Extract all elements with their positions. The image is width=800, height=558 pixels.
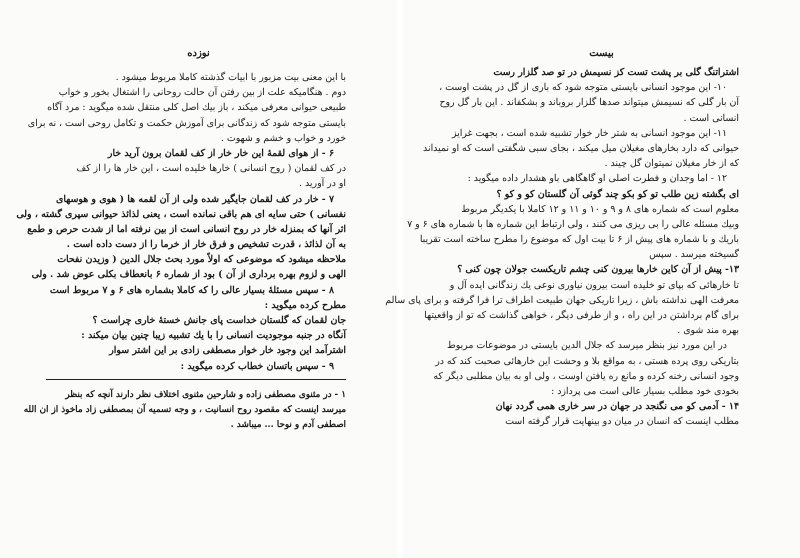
text-line: وبیك مسئله عالی را بی ریزی می کنند ، ولی ارتباط این شماره ها با شماره های ۶ و ۷ bbox=[407, 218, 739, 230]
text-line: برای گام برداشتن در این راه ، و از طرفی دیگر ، خواهی گذاشت که تو از واقعیتها bbox=[424, 310, 739, 321]
right-page bbox=[385, 0, 800, 558]
text-line: بایستی متوجه شود که زندگانی برای آموزش حکمت و تکامل روحی است ، نه برای bbox=[27, 117, 346, 129]
text-line: مطرح کرده میگوید : bbox=[264, 299, 346, 311]
text-line: گسیخته میرسد . سپس bbox=[649, 249, 739, 261]
footnotes bbox=[23, 388, 346, 434]
text-line: بتاریکی روی پرده هستی ، به مواقع بلا و وحشت این خارهائی صحبت کند که در bbox=[435, 355, 739, 367]
text-line: او در آورید . bbox=[299, 178, 346, 190]
footnote-divider bbox=[46, 379, 346, 380]
text-line: ۸ - سپس مسئلهٔ بسیار عالی را که کاملا بشماره های ۶ و ۷ مربوط است bbox=[49, 284, 334, 296]
text-line: ۷ - خار در کف لقمان جایگیر شده ولی از آن لقمه ها ( هوی و هوسهای bbox=[55, 193, 334, 205]
text-line: ۱۲ - اما وجدان و فطرت اصلی او گاهگاهی باو هشدار داده میگوید : bbox=[467, 173, 727, 185]
text-line: خورد و خواب و خشم و شهوت . bbox=[220, 132, 346, 144]
text-line: دوم . هنگامیکه علت از بین رفتن آن حالت روحانی را اشتغال بخور و خواب bbox=[58, 87, 346, 99]
text-line: بخودی خود مطلب بسیار عالی است می پردازد : bbox=[551, 385, 739, 397]
text-line: انسانی است . bbox=[683, 112, 739, 124]
text-line: وجود انسانی رخنه کرده و مانع ره یافتن اوست ، ولی او به بیان مطلبی دیگر که bbox=[433, 370, 739, 382]
text-line: تا خارهائی که بپای تو خلیده است بیرون نیاوری نوعی یك زندگانی ایده آل و bbox=[449, 279, 739, 291]
text-line: به آن لذائذ ، قدرت تشخیص و فرق خار از خرما را از دست داده است . bbox=[66, 239, 346, 251]
footnote-line: ۱ - در مثنوی مصطفی زاده و شارحین مثنوی اختلاف نظر دارند آنچه که بنظر bbox=[65, 389, 346, 400]
text-line: ۱۱- این موجود انسانی به شتر خار خوار تشبیه شده است ، بجهت غرایز bbox=[452, 127, 727, 139]
text-line: اثر آنها که بمنزله خار در روح انسانی است از بین نرفته اما از شدت حرص و طمع bbox=[27, 223, 346, 235]
verse-line: ۱۳- پیش از آن کاین خارها بیرون کنی چشم تاریکست جولان چون کنی ؟ bbox=[457, 264, 739, 276]
verse-line: اشتراتنگ گلی بر پشت تست کز نسیمش در تو صد گلزار رست bbox=[493, 67, 739, 78]
footnote-line: اصطفی آدم و نوحا ... میباشد . bbox=[230, 420, 346, 431]
text-line: ۱۰- این موجود انسانی بایستی متوجه شود که باری از گل در پشت اوست ، bbox=[439, 82, 727, 94]
text-line: آن بار گلی که نسیمش میتواند صدها گلزار بروباند و بشکفاند . این بار گل روح bbox=[439, 97, 739, 109]
text-line: الهی و لزوم بهره برداری از آن ) بود از شماره ۶ بانعطاف بکلی عوض شد . ولی bbox=[31, 269, 346, 281]
footnote-line: میرسد اینست که مقصود روح انسانیت ، و وجه تسمیه آن بمصطفی زاد ماخوذ از ان الله bbox=[23, 404, 346, 415]
verse-line: ۱۴ - آدمی کو می نگنجد در جهان در سر خاری همی گردد نهان bbox=[495, 401, 739, 413]
text-line: مطلب اینست که انسان در میان دو بینهایت قرار گرفته است bbox=[505, 416, 739, 428]
text-line: باریك و با شماره های پیش از ۶ تا بیت اول که موضوع را مطرح ساخته است تقریبا bbox=[419, 234, 739, 246]
page-header-right: بیست bbox=[589, 48, 614, 59]
verse-line: ۶ - از هوای لقمهٔ این خار خار از کف لقمان برون آرید خار bbox=[107, 147, 334, 159]
verse-line: جان لقمان که گلستان خداست پای جانش خستهٔ خاری چراست ؟ bbox=[92, 315, 346, 326]
text-line: معرفت الهی نداشته باش ، زیرا تاریکی جهان طبیعت اطراف ترا فرا گرفته و برای پای سالم bbox=[385, 294, 739, 306]
text-line: با این معنی بیت مزبور با ابیات گذشته کاملا مربوط میشود . bbox=[115, 72, 346, 83]
text-line: معلوم است که شماره های ۸ و ۹ و ۱۰ و ۱۱ و ۱۲ کاملا با یکدیگر مربوط bbox=[461, 203, 739, 215]
right-page-body bbox=[385, 65, 739, 430]
page-header-left: نوزده bbox=[187, 48, 210, 59]
text-line: در این مورد نیز بنظر میرسد که جلال الدین بایستی در موضوعات مربوط bbox=[447, 340, 727, 352]
text-line: که از خار مغیلان نمیتوان گل چیند . bbox=[604, 158, 739, 170]
text-line: ملاحظه میشود که موضوعی که اولاً مورد بحث جلال الدین ( وزیدن نفحات bbox=[57, 254, 346, 266]
text-line: ۹ - سپس باتسان خطاب کرده میگوید : bbox=[180, 360, 334, 372]
text-line: طبیعی حیوانی معرفی میکند ، باز بیك اصل کلی منتقل شده میگوید : مرد آگاه bbox=[47, 102, 346, 114]
text-line: حیوانی که دارد بخارهای مغیلان میل میکند ، بجای سبی شگفتی است که او نمیداند bbox=[423, 142, 739, 154]
text-line: نفسانی ) حتی سایه ای هم باقی نمانده است ، یعنی لذائذ حیوانی سپری گشته ، ولی bbox=[16, 208, 346, 220]
text-line: در کف لقمان ( روح انسانی ) خارها خلیده است ، این خار ها را از کف bbox=[76, 163, 346, 175]
verse-line: ای بگشته زین طلب تو کو بکو چند گوئی آن گلستان کو و کو ؟ bbox=[496, 188, 739, 200]
text-line: آنگاه در جنبه موجودیت انسانی را با یك تشبیه زیبا چنین بیان میکند : bbox=[81, 330, 346, 342]
left-page-body bbox=[16, 70, 346, 433]
text-line: بهره مند شوی . bbox=[677, 325, 739, 337]
left-page bbox=[0, 0, 397, 558]
verse-line: اشترآمد این وجود خار خوار مصطفی زادی بر این اشتر سوار bbox=[109, 345, 346, 357]
